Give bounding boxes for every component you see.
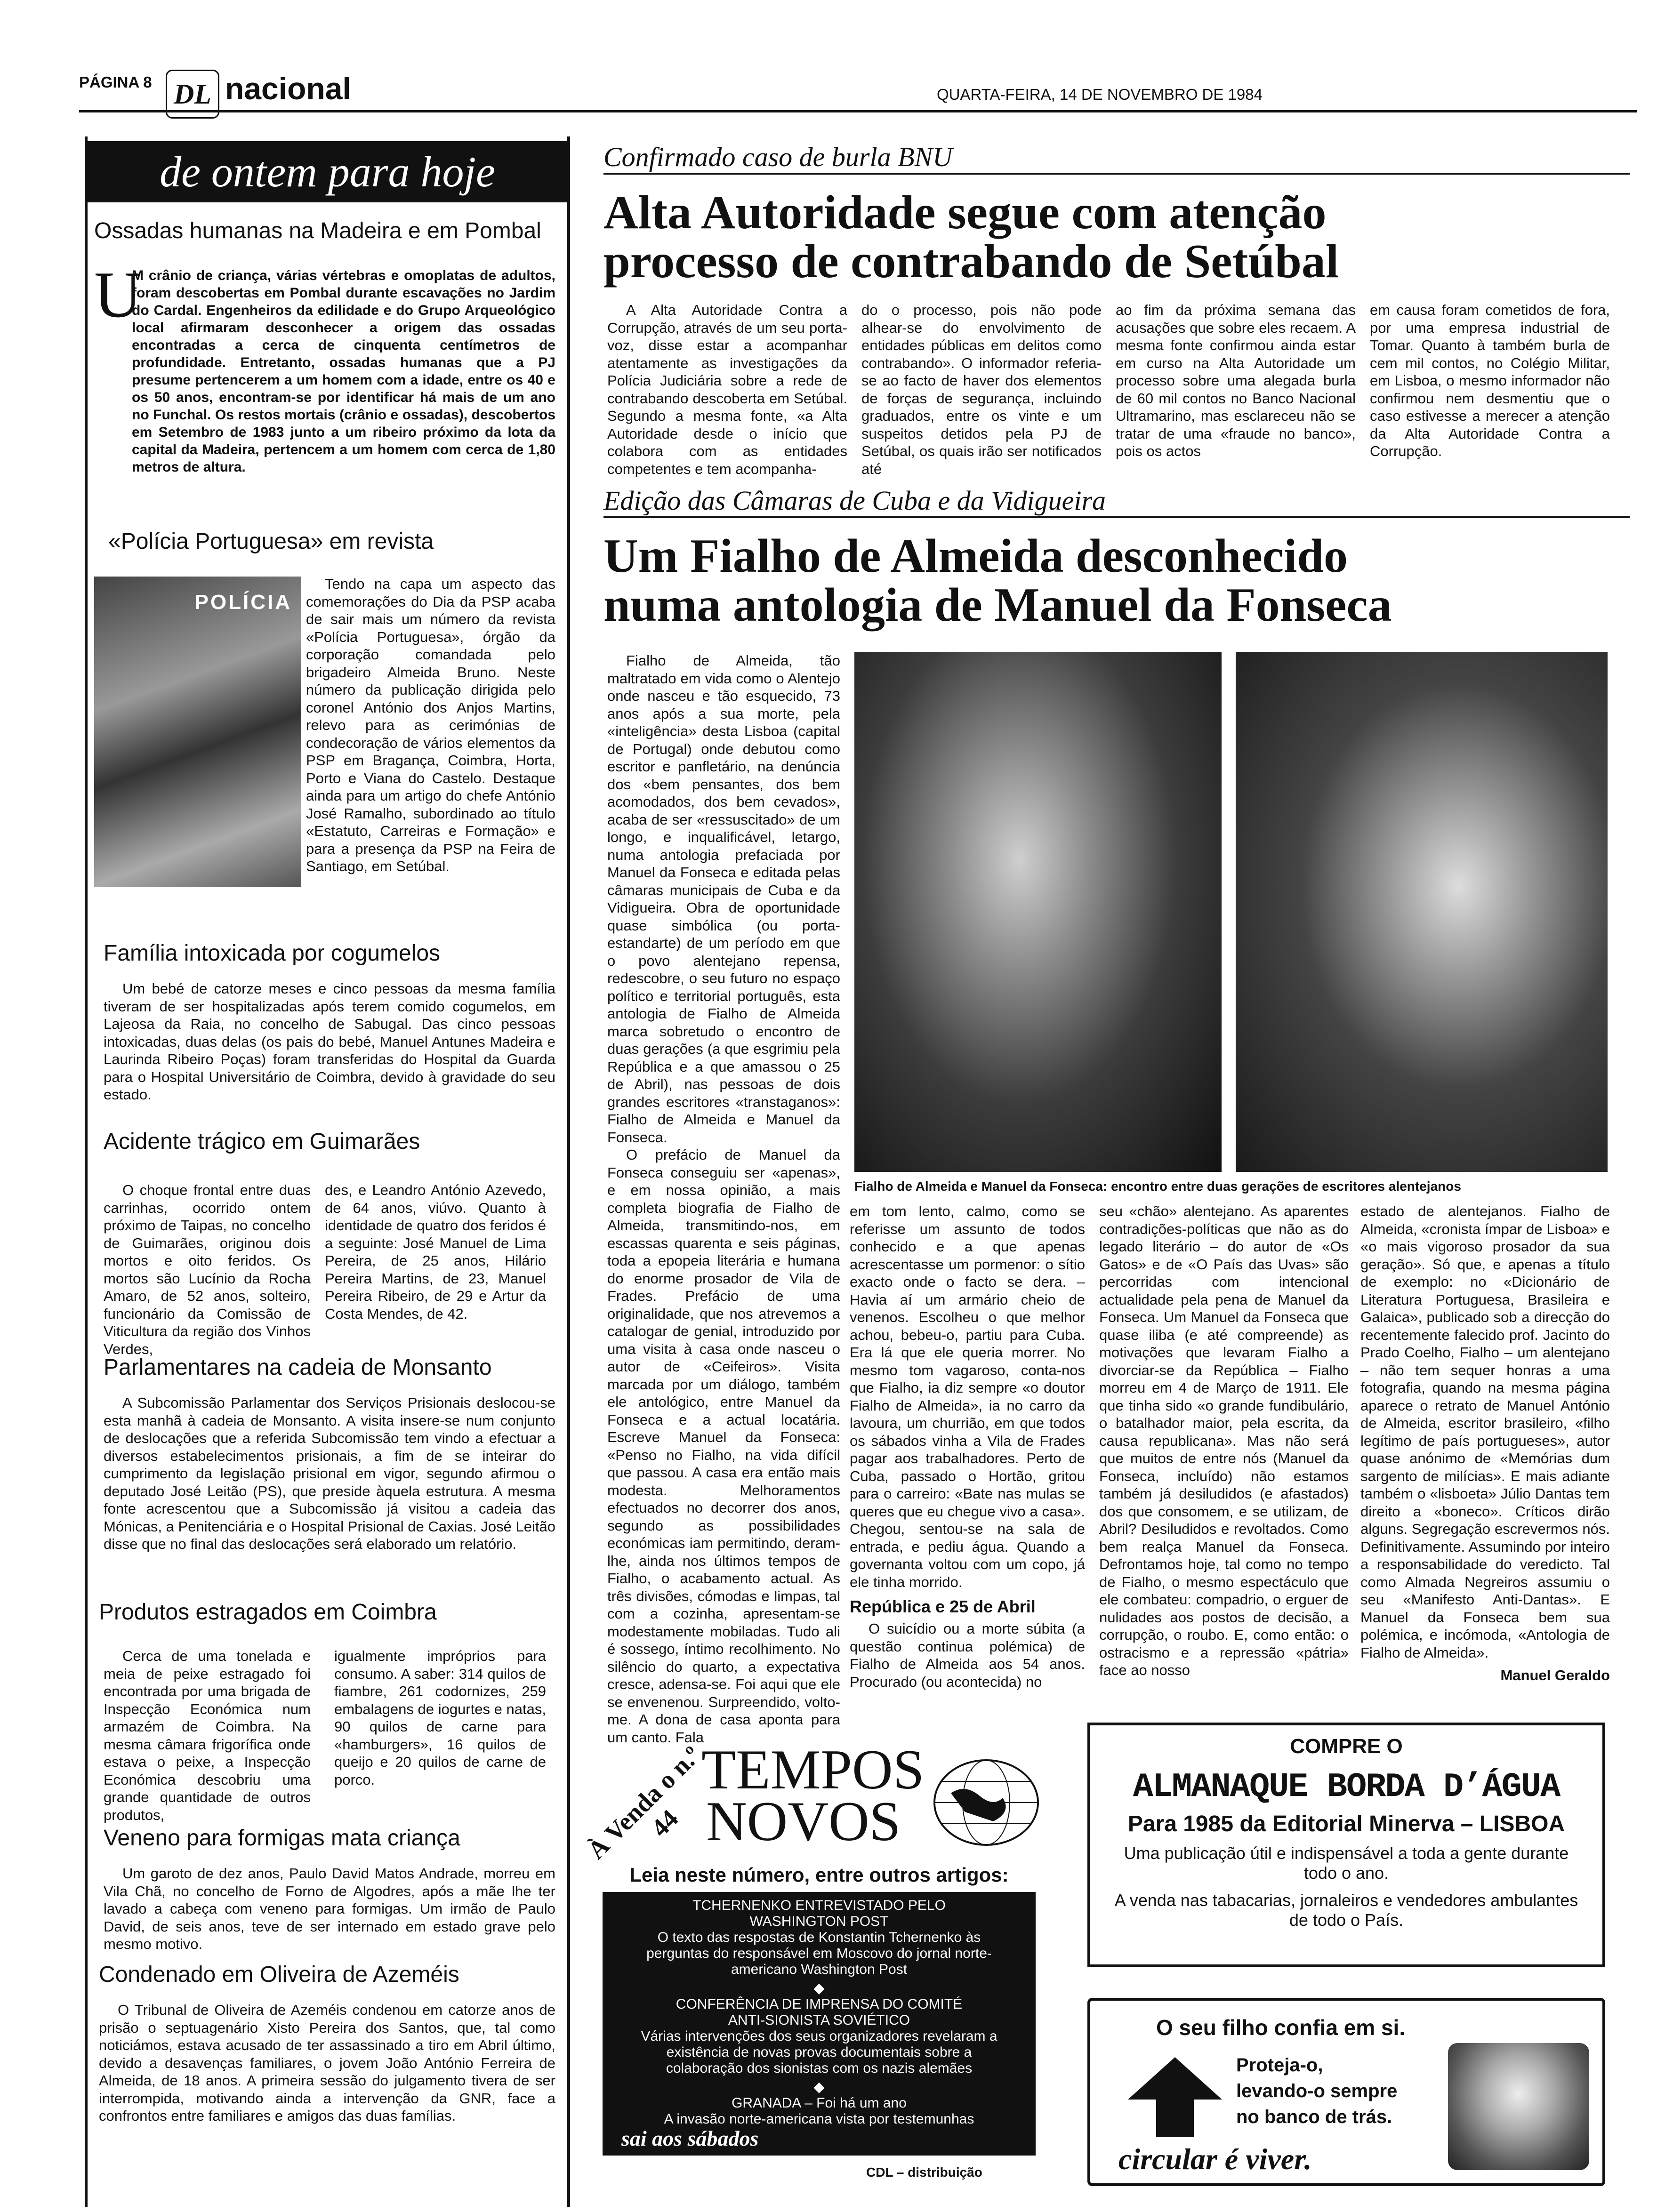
news-body: Tendo na capa um aspecto das comemorações do Dia da PSP acaba de sair mais um número da revista «Polícia Portuguesa», órgão da corporação comandada pelo brigadeiro Almeida Bruno. Neste número da publicação dirigida pelo coronel António dos Anjos Martins, relevo para as cerimónias de condecoração de vários elementos da PSP em Bragança, Coimbra, Horta, Porto e Viana do Castelo. Destaque ainda para um artigo do chefe António José Ramalho, subordinado ao título «Estatuto, Carreiras e Formação» e para a presença da PSP na Feira de Santiago, em Setúbal. [306,576,555,874]
bullet-icon: ◆ [813,1980,825,1996]
ad-title-1: TEMPOS [701,1738,925,1801]
article-body: em causa foram cometidos de fora, por uma empresa industrial de Tomar. Quanto à também burla de cem mil contos, no Colégio Militar, em Lisboa, o mesmo informador não confirmou nem desmentiu que o caso estivesse a merecer a atenção da Alta Autoridade Contra a Corrupção. [1370,302,1610,459]
ad-title-2: NOVOS [706,1790,901,1852]
news-item-cogumelos [104,941,555,1104]
news-item-acidente [104,1130,555,1154]
magazine-cover-photo [94,577,301,887]
ad-box [603,1892,1036,2156]
article2-col-3 [1099,1202,1349,1679]
headline-line: numa antologia de Manuel da Fonseca [603,578,1392,632]
news-col-1 [104,1647,311,1824]
article-body: A Alta Autoridade Contra a Corrupção, através de um seu porta-voz, disse estar a acompanhar atentamente as investigações da Polícia Judiciária sobre a rede de contrabando descoberta em Setúbal. Segundo a mesma fonte, «a Alta Autoridade desde o início que colabora com as entidades competentes e tem acompanha- [607,302,847,477]
section-title: nacional [225,71,351,106]
header-date: QUARTA-FEIRA, 14 DE NOVEMBRO DE 1984 [937,86,1263,103]
article2-headline [603,529,1630,632]
ad-circular-line3: levando-o sempre [1236,2081,1398,2101]
ad-tempos-novos[interactable] [582,1738,1054,2193]
ad-almanaque[interactable] [1087,1723,1605,1967]
article-body: estado de alentejanos. Fialho de Almeida, «cronista ímpar de Lisboa» e «o mais vigoroso prosador da sua geração». Só que, e apenas a título de exemplo: no «Dicionário de Literatura Portuguesa, Brasileira e Galaica», publicado sob a direcção do recentemente falecido prof. Jacinto do Prado Coelho, Fialho – um alentejano – não tem sequer honras a uma fotografia, quando na mesma página aparece o retrato de Manuel António de Almeida, escritor brasileiro, «filho legítimo de país portugueses», autor quase anónimo de «Memórias dum sargento de milícias». E mais adiante também o «lisboeta» Júlio Dantas tem direito a «boneco». Críticos dirão alguns. Segregação escrevermos nós. Definitivamente. Assumindo por inteiro a responsabilidade do veredicto. Tal como Almada Negreiros assumiu o seu «Manifesto Anti-Dantas». E Manuel da Fonseca bem sua polémica, e incómoda, «Antologia de Fialho de Almeida». [1360,1203,1610,1661]
child-photo [1448,2043,1589,2170]
article2-col-2 [850,1202,1085,1691]
ad-distributor: CDL – distribuição [866,2165,982,2180]
news-body: igualmente impróprios para consumo. A saber: 314 quilos de fiambre, 261 codornizes, 259 embalagens de iogurtes e natas, 90 quilos de carne para «hamburgers», 16 quilos de queijo e 20 quilos de carne de porco. [334,1648,546,1788]
article-body: seu «chão» alentejano. As aparentes contradições-políticas que não as do legado literário – do autor de «Os Gatos» e de «O País das Uvas» são percorridas com intencional actualidade pela pena de Manuel da Fonseca. Um Manuel da Fonseca que quase iliba (e até compreende) as motivações que levaram Fialho a divorciar-se da República – Fialho morreu em 4 de Março de 1911. Ele que tinha sido «o grande fundibulário, o batalhador maior, pela escrita, da causa republicana». Mas não será que muitos de entre nós (Manuel da Fonseca, incluído) não estamos também já desiludidos (e afastados) dos que consomem, e se utilizam, de Abril? Desiludidos e revoltados. Como bem realça Manuel da Fonseca. Defrontamos hoje, tal como no tempo de Fialho, o mesmo espectáculo que ele combateu: compadrio, o erguer de nulidades aos postos de decisão, a corrupção, o roubo. E, como então: o ostracismo e a repressão «pátria» face ao nosso [1099,1203,1349,1678]
article1-headline [603,188,1630,286]
article2-intro-col [607,652,840,1746]
news-body: A Subcomissão Parlamentar dos Serviços Prisionais deslocou-se esta manhã à cadeia de Monsanto. A visita insere-se num conjunto de deslocações que a referida Subcomissão tem vindo a efectuar a diversos estabelecimentos prisionais, a fim de se inteirar do cumprimento da legislação prisional em vigor, segundo afirmou o deputado José Leitão (PS), que preside àquela estrutura. A mesma fonte acrescentou que a Subcomissão já visitou a cadeia das Mónicas, a Penitenciária e o Hospital Prisional de Caxias. José Leitão disse que no final das deslocações será elaborado um relatório. [104,1395,555,1552]
ad-circular-line4: no banco de trás. [1236,2107,1392,2127]
photo-caption: Fialho de Almeida e Manuel da Fonseca: encontro entre duas gerações de escritores alentejanos [854,1179,1461,1194]
news-body: des, e Leandro António Azevedo, de 64 anos, viúvo. Quanto à identidade de quatro dos feridos é a seguinte: José Manuel de Lima Pereira, de 25 anos, Hilário Pereira Martins, de 23, Manuel Pereira Ribeiro, de 29 e Artur da Costa Mendes, de 42. [325,1182,546,1322]
ad-circular-line1: O seu filho confia em si. [1156,2015,1406,2040]
ad-almanaque-sales: A venda nas tabacarias, jornaleiros e vendedores ambulantes de todo o País. [1114,1891,1578,1930]
news-col-2 [325,1181,546,1322]
article2-col-4 [1360,1202,1610,1684]
news-item-veneno [104,1826,555,1953]
arrow-icon [1128,2057,1222,2137]
news-title: Parlamentares na cadeia de Monsanto [104,1355,492,1380]
headline-line: Um Fialho de Almeida desconhecido [603,529,1348,583]
header-rule [79,110,1637,112]
photo-fialho [854,652,1222,1172]
news-title: Ossadas humanas na Madeira e em Pombal [94,218,541,243]
article-body: ao fim da próxima semana das acusações que sobre eles recaem. A mesma fonte confirmou ainda estar em curso na Alta Autoridade um processo sobre uma alegada burla de 60 mil contos no Banco Nacional Ultramarino, mas esclareceu não se tratar de uma «fraude no banco», pois os actos [1116,302,1356,459]
article-byline: Manuel Geraldo [1500,1667,1610,1683]
news-body: Cerca de uma tonelada e meia de peixe estragado foi encontrada por uma brigada de Inspecção Económica num armazém de Coimbra. Na mesma câmara frigorífica onde estava o peixe, a Inspecção Económica descobriu uma grande quantidade de outros produtos, [104,1648,311,1823]
ad-item-head: TCHERNENKO ENTREVISTADO PELO WASHINGTON POST [692,1898,946,1929]
globe-icon [932,1755,1040,1850]
ad-footer: sai aos sábados [621,2126,759,2150]
article2-kicker: Edição das Câmaras de Cuba e da Vidigueira [603,485,1630,518]
article-subhead: República e 25 de Abril [850,1597,1036,1616]
ad-almanaque-edition: Para 1985 da Editorial Minerva – LISBOA [1127,1811,1565,1836]
headline-line: processo de contrabando de Setúbal [603,235,1339,288]
news-body: O choque frontal entre duas carrinhas, ocorrido ontem próximo de Taipas, no concelho de Guimarães, originou dois mortos e oito feridos. Os mortos são Lucínio da Rocha Amaro, de 52 anos, solteiro, funcionário da Comissão de Viticultura da região dos Vinhos Verdes, [104,1182,311,1357]
photo-manuel-fonseca [1236,652,1608,1172]
ad-circular-slogan: circular é viver. [1118,2142,1312,2176]
ad-item-body: Várias intervenções dos seus organizadores revelaram a existência de novas provas documentais sobre a colaboração dos sionistas com os nazis alemães [641,2028,997,2076]
sidebar-banner-text: de ontem para hoje [160,148,495,196]
news-title: Família intoxicada por cogumelos [104,941,441,966]
news-item-monsanto [104,1355,555,1553]
sidebar-left-rule [85,136,88,2207]
ad-almanaque-line1: COMPRE O [1290,1735,1403,1758]
ad-ribbon: À Venda o n.º 44 [582,1740,706,1865]
article1-kicker: Confirmado caso de burla BNU [603,141,1630,175]
news-item-ossadas [94,219,555,476]
ad-almanaque-title: ALMANAQUE BORDA D’ÁGUA [1133,1768,1560,1806]
article-body: em tom lento, calmo, como se referisse um assunto de todos conhecido e a que apenas acrescentasse um pormenor: o sítio exacto onde o facto se dera. – Havia aí um armário cheio de venenos. Escolheu o que melhor achou, bebeu-o, partiu para Cuba. Era lá que ele queria morrer. No mesmo tom vagaroso, conta-nos que Fialho, ia diz sempre «o doutor Fialho de Almeida», ia no carro da lavoura, um churrião, em que todos os sábados vinha a Vila de Frades pagar aos trabalhadores. Perto de Cuba, passado o Hortão, gritou para o carreiro: «Bate nas mulas se queres que eu chegue vivo a casa». Chegou, sentou-se na sala de entrada, e pediu água. Quando a governanta voltou com um copo, já ele tinha morrido. [850,1203,1085,1590]
headline-line: Alta Autoridade segue com atenção [603,186,1327,239]
newspaper-logo: DL [166,70,219,119]
article1-col-2 [861,301,1102,478]
ad-item-body: O texto das respostas de Konstantin Tchernenko às perguntas do responsável em Moscovo do jornal norte-americano Washington Post [646,1930,992,1977]
sidebar-banner [85,141,570,202]
article1-col-3 [1116,301,1356,460]
sidebar-right-rule [567,136,570,2207]
news-title: Veneno para formigas mata criança [104,1826,460,1851]
news-body: O Tribunal de Oliveira de Azeméis condenou em catorze anos de prisão o septuagenário Xisto Pereira dos Santos, que, tal como noticiámos, estava acusado de ter assassinado a tiro em Abril último, devido a desavenças familiares, o jovem João António Ferreira de Almeida, de 18 anos. A primeira sessão do julgamento tivera de ser interrompida, motivando ainda a intervenção da GNR, face a confrontos entre familiares e amigos das duas famílias. [99,2002,555,2124]
news-body-policia [306,575,555,875]
page-label: PÁGINA 8 [79,73,152,91]
article1-col-4 [1370,301,1610,460]
article-body: O suicídio ou a morte súbita (a questão continua polémica) de Fialho de Almeida aos 54 anos. Procurado (ou acontecida) no [850,1620,1085,1690]
bullet-icon: ◆ [813,2079,825,2095]
ad-item-head: GRANADA – Foi há um ano [732,2095,907,2111]
news-title: Produtos estragados em Coimbra [99,1600,437,1625]
ad-item-head: CONFERÊNCIA DE IMPRENSA DO COMITÉ ANTI-SIONISTA SOVIÉTICO [676,1996,963,2028]
news-title: Acidente trágico em Guimarães [104,1129,420,1154]
news-body: Um bebé de catorze meses e cinco pessoas da mesma família tiveram de ser hospitalizadas após terem comido cogumelos, em Lajeosa da Raia, no concelho de Sabugal. Das cinco pessoas intoxicadas, duas delas (os pais do bebé, Manuel Antunes Madeira e Laurinda Ribeiro Poças) foram transferidas do Hospital da Guarda para o Hospital Universitário de Coimbra, devido à gravidade do seu estado. [104,980,555,1103]
drop-cap: U [94,258,142,331]
ad-almanaque-desc: Uma publicação útil e indispensável a toda a gente durante todo o ano. [1124,1843,1569,1883]
article-body: do o processo, pois não pode alhear-se do envolvimento de entidades públicas em delitos como contrabando». O informador referia-se ao facto de haver dos elementos de forças de segurança, incluindo graduados, entre os vinte e um suspeitos detidos pela PJ de Setúbal, os quais irão ser notificados até [861,302,1102,477]
ad-circular-line2: Proteja-o, [1236,2055,1323,2076]
article1-col-1 [607,301,847,478]
news-item-coimbra [99,1600,560,1625]
news-item-condenado [99,1963,555,2125]
news-body: M crânio de criança, várias vértebras e omoplatas de adultos, foram descobertas em Pombal durante escavações no Jardim do Cardal. Engenheiros da edilidade e do Grupo Arqueológico local afirmaram desconhecer a origem das ossadas encontradas a cerca de cinquenta centímetros de profundidade. Entretanto, ossadas humanas que a PJ presume pertencerem a um homem com a idade, entre os 40 e os 50 anos, encontram-se por identificar há mais de um ano no Funchal. Os restos mortais (crânio e ossadas), descobertos em Setembro de 1983 junto a um ribeiro próximo da lota da capital da Madeira, pertencem a um homem com cerca de 1,80 metros de altura. [132,268,555,475]
news-col-1 [104,1181,311,1358]
ad-item-body: A invasão norte-americana vista por testemunhas [664,2111,974,2127]
article-body: O prefácio de Manuel da Fonseca conseguiu ser «apenas», e em nossa opinião, a mais completa biografia de Fialho de Almeida, transmitindo-nos, em escassas quarenta e seis páginas, toda a epopeia literária e humana do enorme prosador de Vila de Frades. Prefácio de uma originalidade, que nos atrevemos a catalogar de genial, introduzido por uma visita à casa onde nasceu o autor de «Ceifeiros». Visita marcada por um diálogo, também ele antológico, entre Manuel da Fonseca e a actual locatária. Escreve Manuel da Fonseca: «Penso no Fialho, na vida difícil que passou. A casa era então mais modesta. Melhoramentos efectuados no decorrer dos anos, segundo as possibilidades económicas iam permitindo, deram-lhe, ainda nos últimos tempos de Fialho, o acabamento actual. As três divisões, cómodas e limpas, tal com a cozinha, apresentam-se modestamente mobiladas. Tudo ali é sossego, íntimo recolhimento. No silêncio do quarto, a expectativa cresce, adensa-se. Foi aqui que ele se envenenou. Surpreendido, volto-me. A dona de casa aponta para um canto. Fala [607,1146,840,1746]
news-body: Um garoto de dez anos, Paulo David Matos Andrade, morreu em Vila Chã, no concelho de Forno de Algodres, após a mãe lhe ter lavado a cabeça com veneno para formigas. Um irmão de Paulo David, de seis anos, teve de ser internado em estado grave pelo mesmo motivo. [104,1865,555,1952]
news-title: Condenado em Oliveira de Azeméis [99,1962,459,1987]
magazine-cover-masthead: POLÍCIA [194,591,292,614]
ad-circular[interactable] [1087,1998,1605,2186]
article-body: Fialho de Almeida, tão maltratado em vida como o Alentejo onde nasceu e tão esquecido, 73 anos após a sua morte, pela «inteligência» desta Lisboa (capital de Portugal) onde debutou como escritor e panfletário, na denúncia dos «bem pensantes, dos bem acomodados, dos bem cevados», acaba de ser «ressuscitado» de um longo, e inqualificável, letargo, numa antologia prefaciada por Manuel da Fonseca e editada pelas câmaras municipais de Cuba e da Vidigueira. Obra de oportunidade quase simbólica (ou porta-estandarte) de um período em que o povo alentejano repensa, redescobre, o seu futuro no espaço político e territorial português, esta antologia de Fialho de Almeida marca sobretudo o encontro de duas gerações (a que esgrimiu pela República e a que amassou o 25 de Abril), nas pessoas de dois grandes escritores «transtaganos»: Fialho de Almeida e Manuel da Fonseca. [607,652,840,1146]
news-title: «Polícia Portuguesa» em revista [108,529,434,554]
ad-lead: Leia neste número, entre outros artigos: [629,1864,1009,1886]
news-col-2 [334,1647,546,1788]
news-item-policia [99,529,560,554]
